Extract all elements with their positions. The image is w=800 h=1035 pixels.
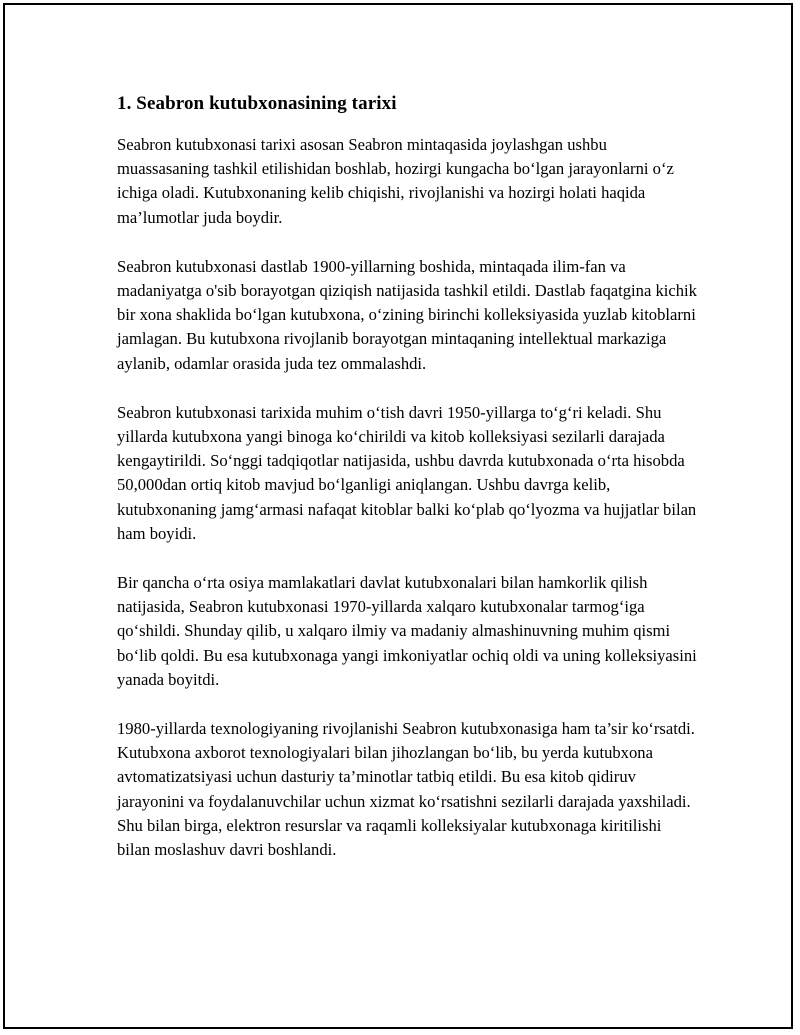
paragraph-1: Seabron kutubxonasi tarixi asosan Seabron mintaqasida joylashgan ushbu muassasaning tashkil etilishidan boshlab, hozirgi kungacha bo‘lgan jarayonlarni o‘z ichiga oladi. Kutubxonaning kelib chiqishi, rivojlanishi va hozirgi holati haqida ma’lumotlar juda boydir.	[117, 135, 674, 227]
paragraph-4: Bir qancha o‘rta osiya mamlakatlari davlat kutubxonalari bilan hamkorlik qilish natijasida, Seabron kutubxonasi 1970-yillarda xalqaro kutubxonalar tarmog‘iga qo‘shildi. Shunday qilib, u xalqaro ilmiy va madaniy almashinuvning muhim qismi bo‘lib qoldi. Bu esa kutubxonaga yangi imkoniyatlar ochiq oldi va uning kolleksiyasini yanada boyitdi.	[117, 573, 697, 689]
section-heading: 1. Seabron kutubxonasining tarixi	[117, 93, 397, 114]
document-body	[117, 92, 697, 887]
paragraph-2: Seabron kutubxonasi dastlab 1900-yillarning boshida, mintaqada ilim-fan va madaniyatga o'sib borayotgan qiziqish natijasida tashkil etildi. Dastlab faqatgina kichik bir xona shaklida bo‘lgan kutubxona, o‘zining birinchi kolleksiyasida yuzlab kitoblarni jamlagan. Bu kutubxona rivojlanib borayotgan mintaqaning intellektual markaziga aylanib, odamlar orasida juda tez ommalashdi.	[117, 256, 697, 373]
paragraph-5: 1980-yillarda texnologiyaning rivojlanishi Seabron kutubxonasiga ham ta’sir ko‘rsatdi. Kutubxona axborot texnologiyalari bilan jihozlangan bo‘lib, bu yerda kutubxona avtomatizatsiyasi uchun dasturiy ta’minotlar tatbiq etildi. Bu esa kitob qidiruv jarayonini va foydalanuvchilar uchun xizmat ko‘rsatishni sezilarli darajada yaxshiladi. Shu bilan birga, elektron resurslar va raqamli kolleksiyalar kutubxonaga kiritilishi bilan moslashuv davri boshlandi.	[117, 719, 695, 860]
paragraph-3: Seabron kutubxonasi tarixida muhim o‘tish davri 1950-yillarga to‘g‘ri keladi. Shu yillarda kutubxona yangi binoga ko‘chirildi va kitob kolleksiyasi sezilarli darajada kengaytirildi. So‘nggi tadqiqotlar natijasida, ushbu davrda kutubxonada o‘rta hisobda 50,000dan ortiq kitob mavjud bo‘lganligi aniqlangan. Ushbu davrga kelib, kutubxonaning jamg‘armasi nafaqat kitoblar balki ko‘plab qo‘lyozma va hujjatlar bilan ham boyidi.	[117, 402, 697, 543]
